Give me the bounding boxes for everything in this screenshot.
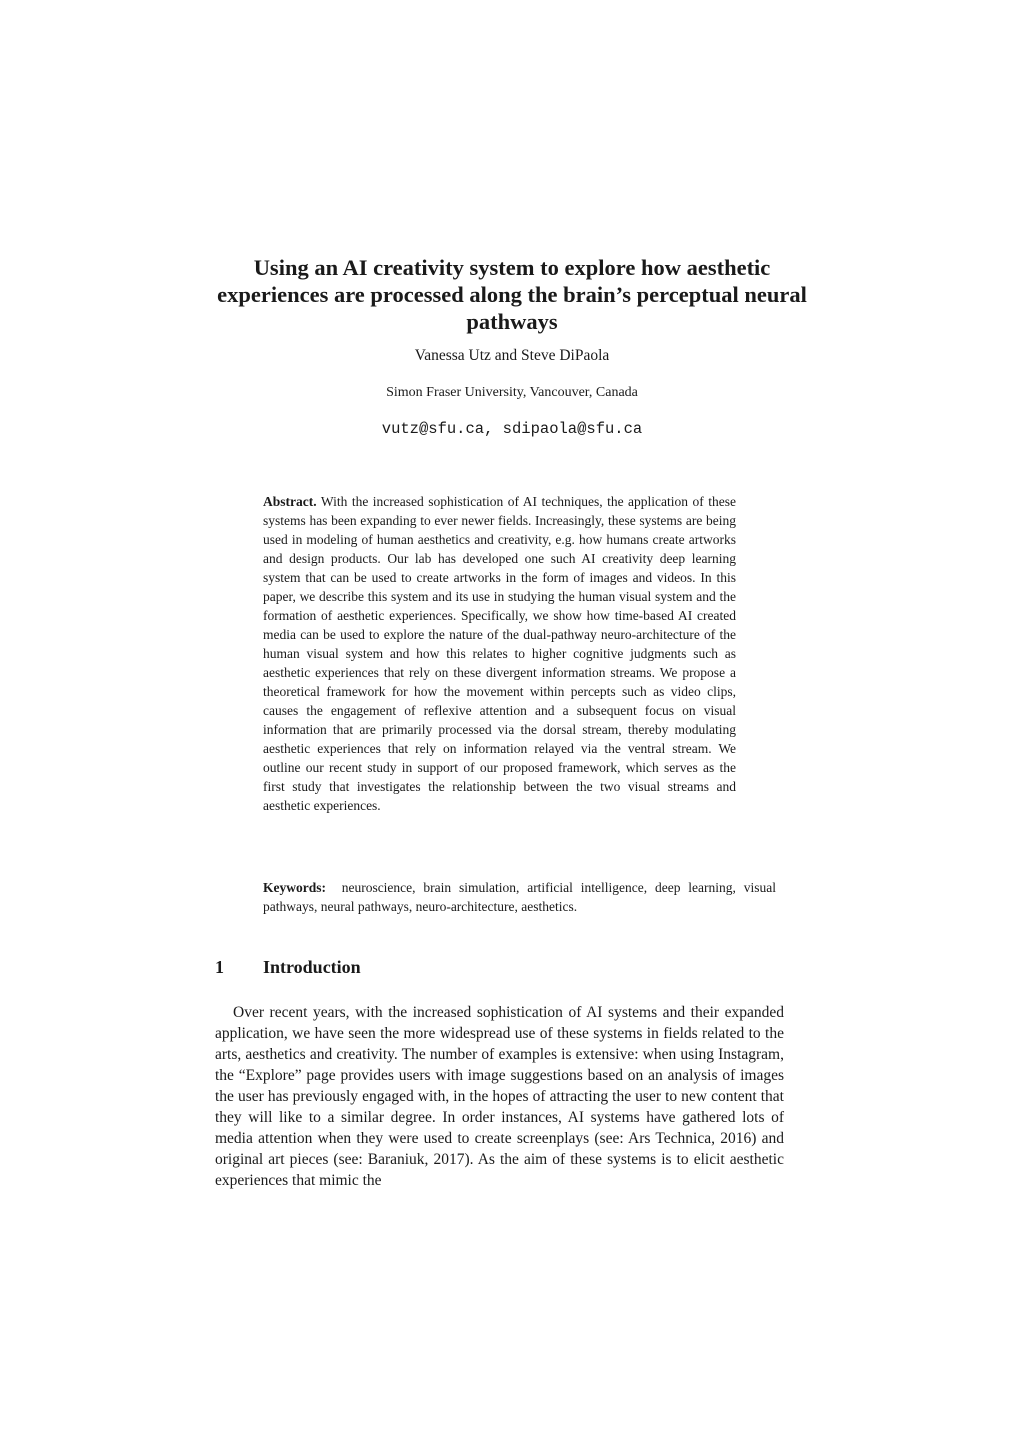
abstract-text: With the increased sophistication of AI techniques, the application of these systems has been expanding to ever newer fields. Increasingly, these systems are being used in modeling of human aesthetics and creativity, e.g. how humans create artworks and design products. Our lab has developed one such AI creativity deep learning system that can be used to create artworks in the form of images and videos. In this paper, we describe this system and its use in studying the human visual system and the formation of aesthetic experiences. Specifically, we show how time-based AI created media can be used to explore the nature of the dual-pathway neuro-architecture of the human visual system and how this relates to higher cognitive judgments such as aesthetic experiences that rely on these divergent information streams. We propose a theoretical framework for how the movement within percepts such as video clips, causes the engagement of reflexive attention and a subsequent focus on visual information that are primarily processed via the dorsal stream, thereby modulating aesthetic experiences that rely on information relayed via the ventral stream. We outline our recent study in support of our proposed framework, which serves as the first study that investigates the relationship between the two visual streams and aesthetic experiences.: [263, 494, 736, 813]
author-list: Vanessa Utz and Steve DiPaola: [414, 347, 610, 364]
abstract-label: Abstract.: [263, 494, 317, 509]
section-heading: [215, 956, 809, 978]
section-number: 1: [215, 957, 224, 977]
keywords-text: neuroscience, brain simulation, artificial intelligence, deep learning, visual pathways, neural pathways, neuro-architecture, aesthetics.: [263, 880, 776, 914]
paper-title: Using an AI creativity system to explore how aesthetic experiences are processed along the brain’s perceptual neural pathways: [217, 255, 807, 334]
keywords-label: Keywords:: [263, 880, 326, 895]
author-emails: vutz@sfu.ca, sdipaola@sfu.ca: [381, 420, 643, 438]
intro-paragraph: Over recent years, with the increased sophistication of AI systems and their expanded application, we have seen the more widespread use of these systems in fields related to the arts, aesthetics and creativity. The number of examples is extensive: when using Instagram, the “Explore” page provides users with image suggestions based on an analysis of images the user has previously engaged with, in the hopes of attracting the user to new content that they will like to a similar degree. In order instances, AI systems have gathered lots of media attention when they were used to create screenplays (see: Ars Technica, 2016) and original art pieces (see: Baraniuk, 2017). As the aim of these systems is to elicit aesthetic experiences that mimic the: [215, 1004, 784, 1189]
section-title: Introduction: [263, 957, 361, 977]
abstract: [263, 492, 736, 815]
affiliation: Simon Fraser University, Vancouver, Canada: [386, 385, 638, 400]
keywords: [263, 878, 776, 916]
